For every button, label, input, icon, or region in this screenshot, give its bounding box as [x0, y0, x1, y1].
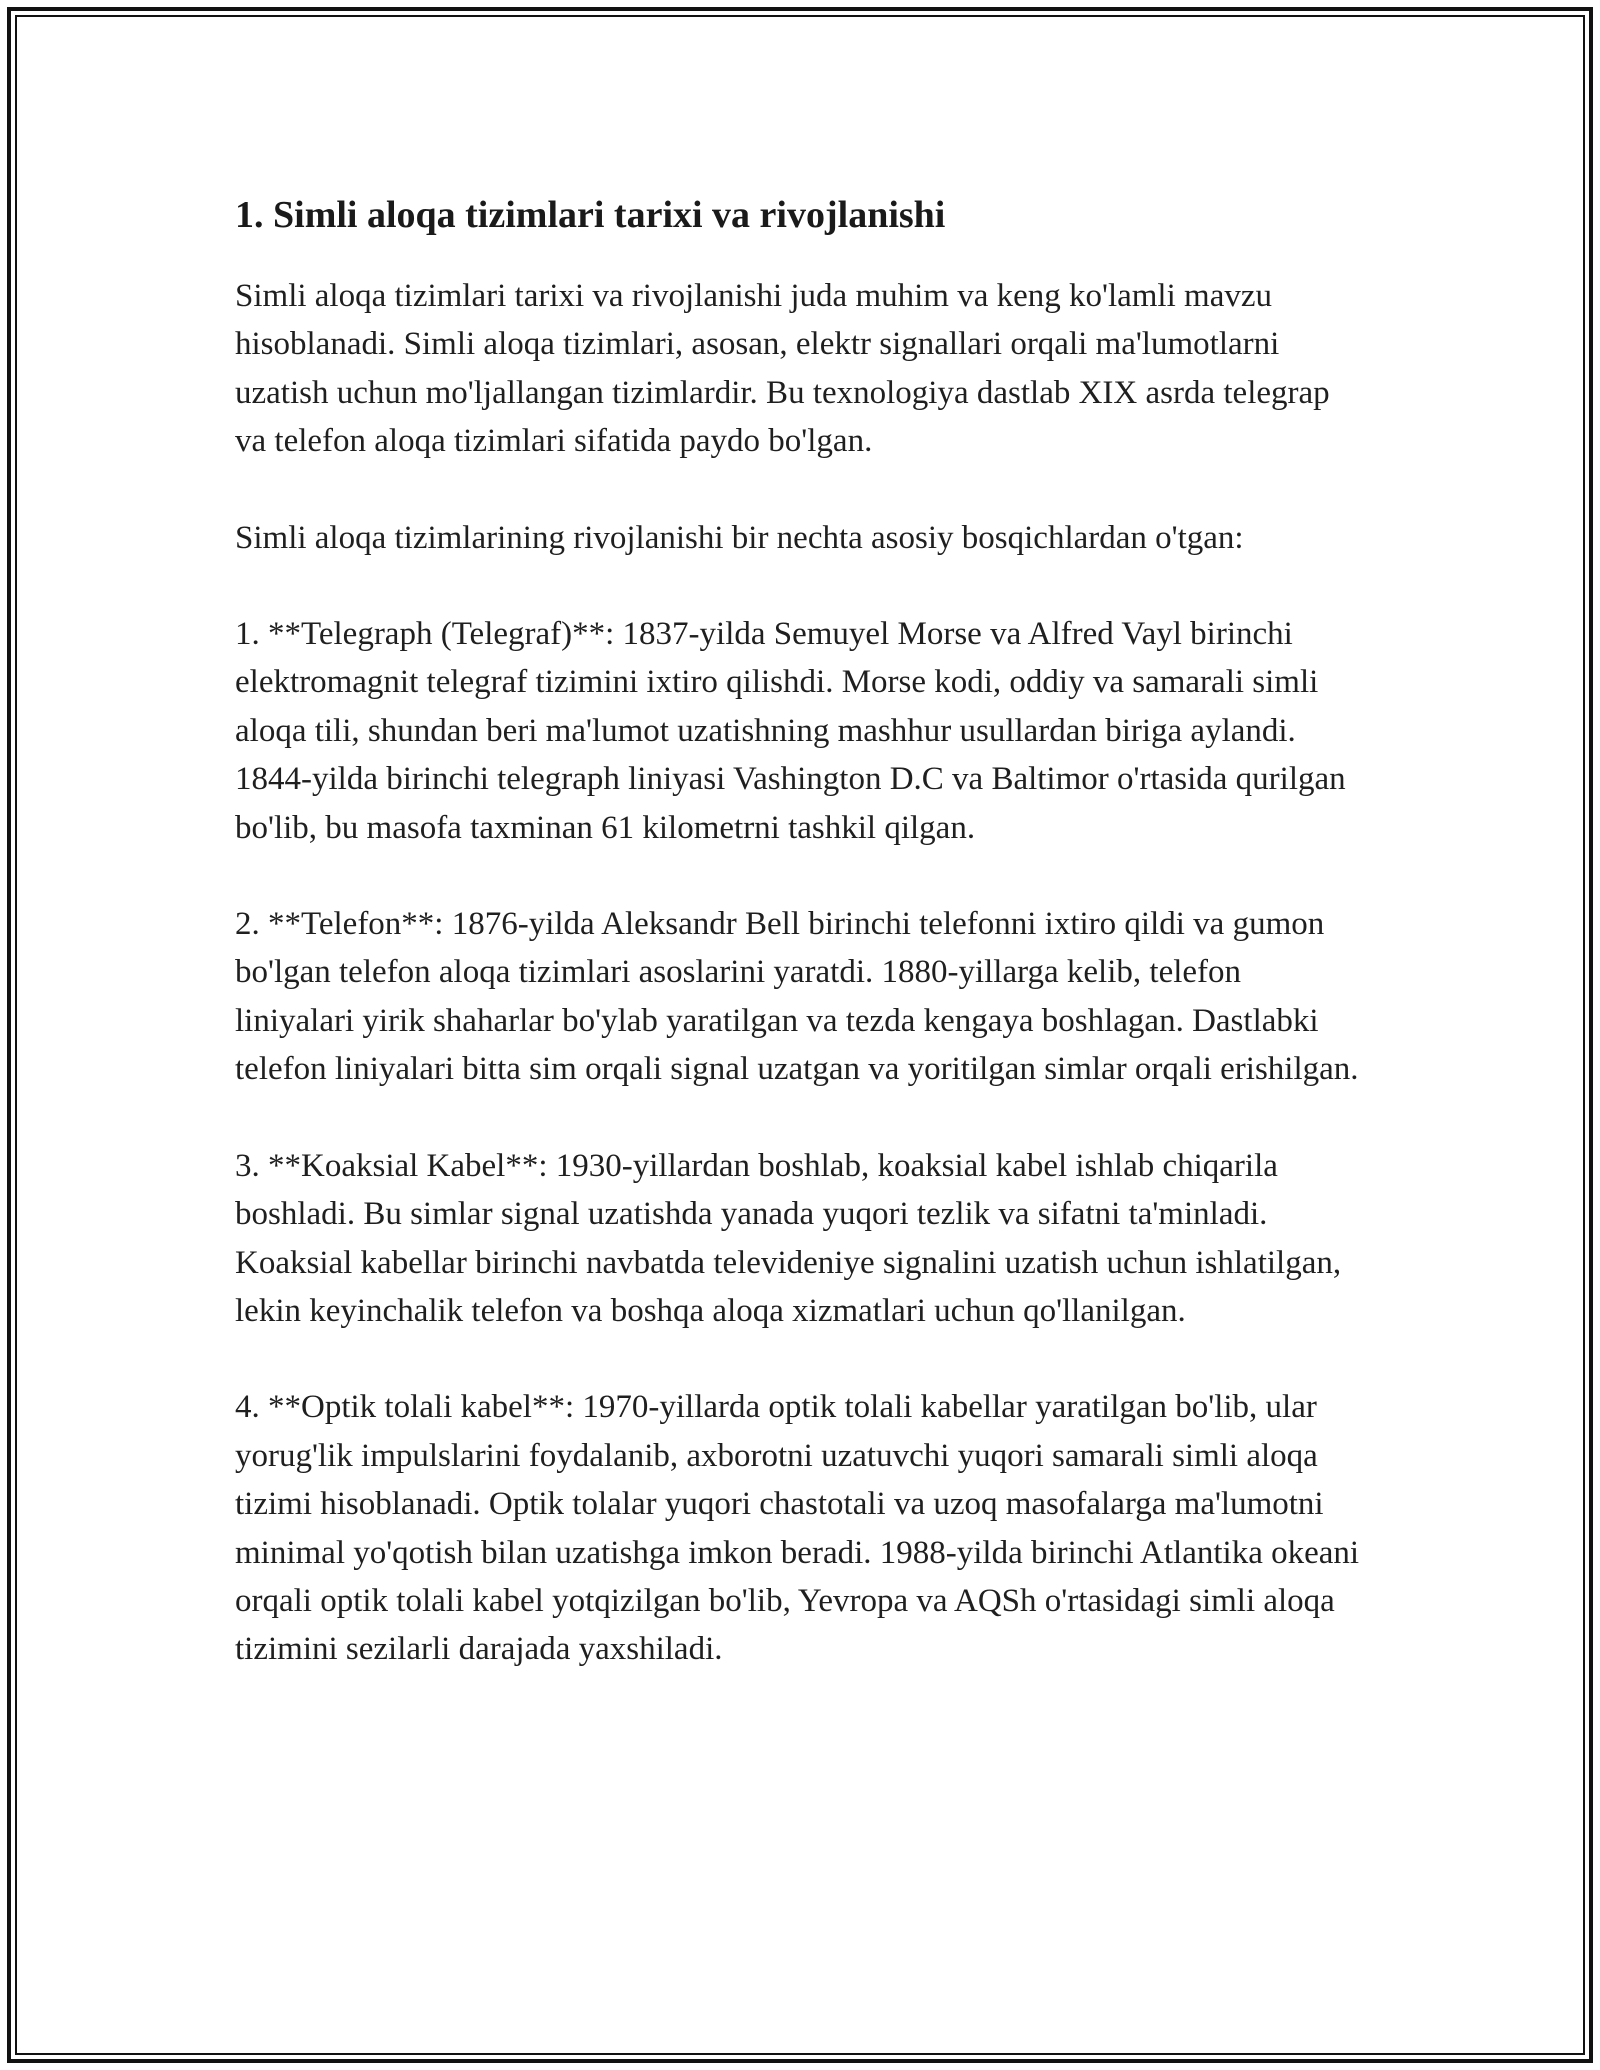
- optical-fiber-paragraph: 4. **Optik tolali kabel**: 1970-yillarda optik tolali kabellar yaratilgan bo'lib, ular yorug'lik impulslarini foydalanib, axborotni uzatuvchi yuqori samarali simli aloqa tizimi hisoblanadi. Optik tolalar yuqori chastotali va uzoq masofalarga ma'lumotni minimal yo'qotish bilan uzatishga imkon beradi. 1988-yilda birinchi Atlantika okeani orqali optik tolali kabel yotqizilgan bo'lib, Yevropa va AQSh o'rtasidagi simli aloqa tizimini sezilarli darajada yaxshiladi.: [235, 1389, 1360, 1668]
- document-body: [235, 186, 1365, 1722]
- intro-paragraph: Simli aloqa tizimlari tarixi va rivojlanishi juda muhim va keng ko'lamli mavzu hisoblanadi. Simli aloqa tizimlari, asosan, elektr signallari orqali ma'lumotlarni uzatish uchun mo'ljallangan tizimlardir. Bu texnologiya dastlab XIX asrda telegrap va telefon aloqa tizimlari sifatida paydo bo'lgan.: [235, 278, 1330, 460]
- telephone-paragraph: 2. **Telefon**: 1876-yilda Aleksandr Bell birinchi telefonni ixtiro qildi va gumon bo'lgan telefon aloqa tizimlari asoslarini yaratdi. 1880-yillarga kelib, telefon liniyalari yirik shaharlar bo'ylab yaratilgan va tezda kengaya boshlagan. Dastlabki telefon liniyalari bitta sim orqali signal uzatgan va yoritilgan simlar orqali erishilgan.: [235, 906, 1359, 1088]
- telegraph-paragraph: 1. **Telegraph (Telegraf)**: 1837-yilda Semuyel Morse va Alfred Vayl birinchi elektromagnit telegraf tizimini ixtiro qilishdi. Morse kodi, oddiy va samarali simli aloqa tili, shundan beri ma'lumot uzatishning mashhur usullardan biriga aylandi. 1844-yilda birinchi telegraph liniyasi Vashington D.C va Baltimor o'rtasida qurilgan bo'lib, bu masofa taxminan 61 kilometrni tashkil qilgan.: [235, 616, 1346, 846]
- stages-lead-paragraph: Simli aloqa tizimlarining rivojlanishi bir nechta asosiy bosqichlardan o'tgan:: [235, 519, 1244, 556]
- coaxial-cable-paragraph: 3. **Koaksial Kabel**: 1930-yillardan boshlab, koaksial kabel ishlab chiqarila boshladi. Bu simlar signal uzatishda yanada yuqori tezlik va sifatni ta'minladi. Koaksial kabellar birinchi navbatda televideniye signalini uzatish uchun ishlatilgan, lekin keyinchalik telefon va boshqa aloqa xizmatlari uchun qo'llanilgan.: [235, 1147, 1342, 1329]
- section-heading: 1. Simli aloqa tizimlari tarixi va rivojlanishi: [235, 194, 946, 236]
